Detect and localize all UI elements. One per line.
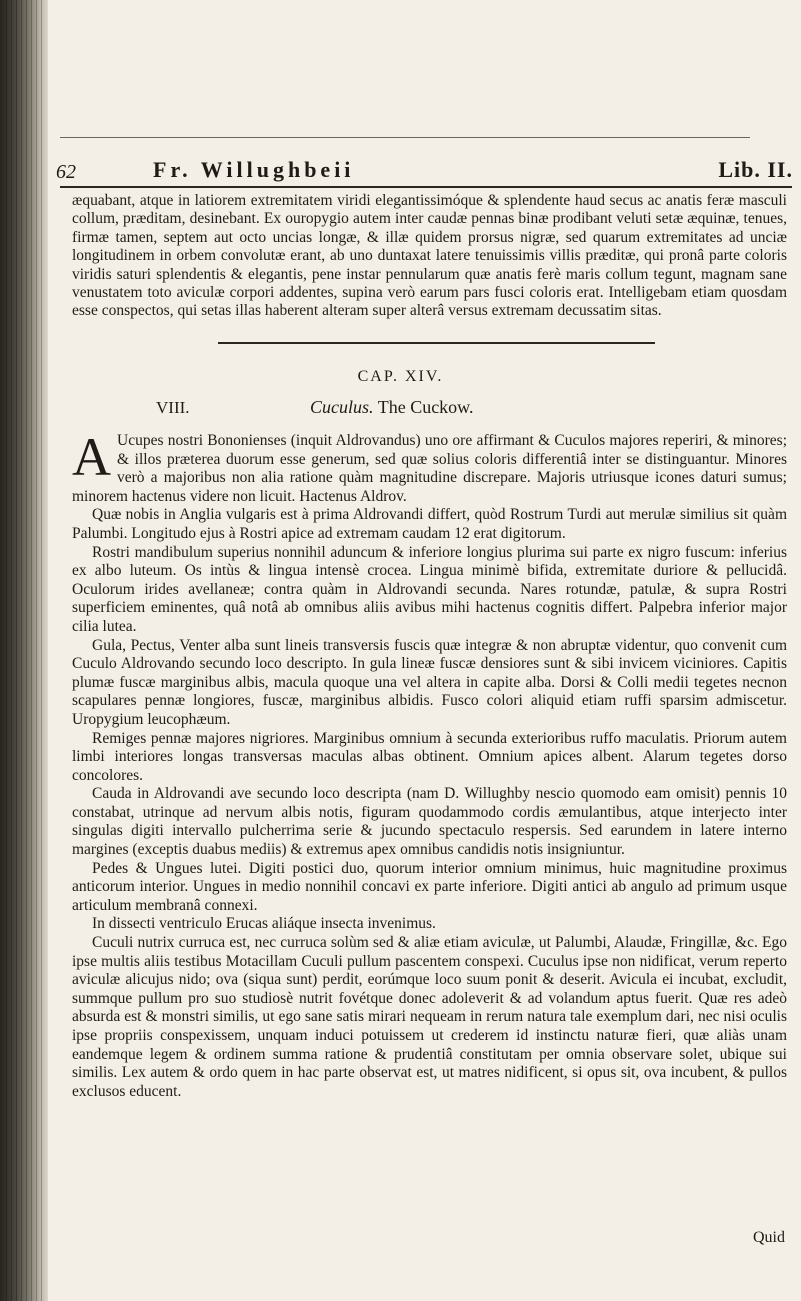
paragraph: Quæ nobis in Anglia vulgaris est à prima Aldrovandi differt, quòd Rostrum Turdi aut merulæ similius sit quàm Palumbi. Longitudo ejus à Rostri apice ad extremam caudam 12 erat digitorum. [72, 506, 787, 542]
catchword: Quid [753, 1229, 785, 1246]
paragraph: Pedes & Ungues lutei. Digiti postici duo, quorum interior omnium minimus, huic magnitudine proximus anticorum interior. Ungues in medio nonnihil concavi ex parte inferiore. Digiti antici ab angulo ad primum usque articulum membranâ connexi. [72, 859, 787, 914]
english-title: The Cuckow. [377, 397, 474, 417]
latin-title: Cuculus. [310, 397, 374, 417]
book-number: Lib. II. [718, 157, 793, 182]
paragraph: Cuculi nutrix curruca est, nec curruca solùm sed & aliæ etiam aviculæ, ut Palumbi, Alaudæ, Fringillæ, &c. Ego ipse multis aliis testibus Motacillam Cuculi pullum pascentem conspexi. Cuculus ipse non nidificat, verum reperto aviculæ alicujus nido; ova (siqua sunt) perdit, eorúmque loco suum ponit & deserit. Avicula ei incubat, excludit, summque pullum pro suo studiosè nutrit fovétque donec adoleverit & ad volandum aptus fuerit. Quæ res adeò absurda est & monstri similis, ut ego sane satis mirari nequeam in rerum natura tale exemplum dari, nec nisi oculis ipse propriis conspexissem, unquam induci potuissem ut crederem id instinctu naturæ fieri, quæ aliàs unam eandemque legem & ordinem summa ratione & prudentiâ constitutam per omnia observare solet, ubique sui similis. Lex autem & ordo quem in hac parte observat est, ut matres nidificent, si opus sit, ova incubent, & pullos exclusos educent. [72, 934, 787, 1100]
running-head [48, 157, 793, 187]
binding-lines [6, 0, 42, 1301]
section-title [310, 397, 474, 418]
carryover-paragraph [72, 192, 787, 321]
paragraph: In dissecti ventriculo Erucas aliáque insecta invenimus. [92, 915, 436, 933]
drop-cap: A [72, 427, 111, 487]
chapter-heading: CAP. XIV. [357, 368, 444, 385]
book-binding [0, 0, 48, 1301]
paragraph: Gula, Pectus, Venter alba sunt lineis transversis fuscis quæ integræ & non abruptæ videntur, quo convenit cum Cuculo Aldrovando secundo loco descripto. In gula lineæ fuscæ densiores sunt & sibi invicem viciniores. Capitis plumæ fuscæ marginibus albis, macula quoque una vel altera in capite alba. Dorsi & Colli medii tegetes necnon scapulares pennæ longiores, fuscæ, marginibus albidis. Fusco colori aliquid etiam ruffi sparsim admiscetur. Uropygium leucophæum. [72, 636, 787, 728]
carryover-text: æquabant, atque in latiorem extremitatem viridi elegantissimóque & splendente haud secus ac anatis feræ masculi collum, præditam, desinebant. Ex ouropygio autem inter caudæ pennas binæ prodibant veluti setæ æquinæ, tenues, firmæ tamen, septem aut octo uncias longæ, & illæ quidem prorsus nigræ, sed quarum extremitates ad unciæ longitudinem in orbem convolutæ erant, ab uno duntaxat latere tenuissimis villis præditæ, qui pronâ parte coloris viridis saturi splendentis & elegantis, pene instar pennularum quæ anatis ferè maris collum tegunt, magnam sane venustatem toto aviculæ corpori addentes, supina verò earum pars fusci coloris erat. Intelligebam etiam quosdam esse conspectos, qui setas illas haberent alteram super alterâ versus extremam decussatim sitas. [72, 192, 787, 320]
page-number: 62 [56, 161, 76, 183]
running-title: Fr. Willughbeii [153, 157, 355, 182]
header-rule [60, 186, 792, 188]
section-number: VIII. [156, 398, 190, 417]
paragraph: Cauda in Aldrovandi ave secundo loco descripta (nam D. Willughby nescio quomodo eam omisit) pennis 10 constabat, utrinque ad nervum albis notis, figuram quodammodo cordis æmulantibus, atque interjecto inter singulas digiti intervallo pulcherrima serie & jucundo spectaculo respersis. Sed earundem in latere interno margines (exceptis duabus mediis) & extremus apex omnibus candidis notis insigniuntur. [72, 785, 787, 859]
paragraph: A Ucupes nostri Bononienses (inquit Aldrovandus) uno ore affirmant & Cuculos majores reperiri, & minores; & illos præterea duorum esse generum, sed quæ solius coloris differentiâ inter se distinguantur. Minores verò a majoribus non alia ratione quàm magnitudine discrepare. Majoris utriusque icones daturi sumus; minorem hactenus videre non licuit. Hactenus Aldrov. [72, 427, 787, 505]
paragraph: Rostri mandibulum superius nonnihil aduncum & inferiore longius plurima sui parte ex nigro fuscum: inferius ex albo luteum. Os intùs & lingua intensè crocea. Lingua minimè bifida, extremitate duriore & pellucidâ. Oculorum irides avellaneæ; contra quàm in Aldrovandi secunda. Nares rotundæ, patulæ, & supra Rostri superficiem eminentes, quâ notâ ab omnibus aliis avibus mihi hactenus cognitis differt. Palpebra inferior major cilia lutea. [72, 543, 787, 635]
section-divider [218, 342, 655, 344]
chapter-body [72, 427, 787, 1101]
paragraph: Remiges pennæ majores nigriores. Marginibus omnium à secunda exterioribus ruffo maculatis. Priorum autem limbi interiores longas transversas maculas albas obtinent. Omnium apices albent. Alarum tegetes dorso concolores. [72, 729, 787, 784]
top-rule [60, 137, 750, 138]
